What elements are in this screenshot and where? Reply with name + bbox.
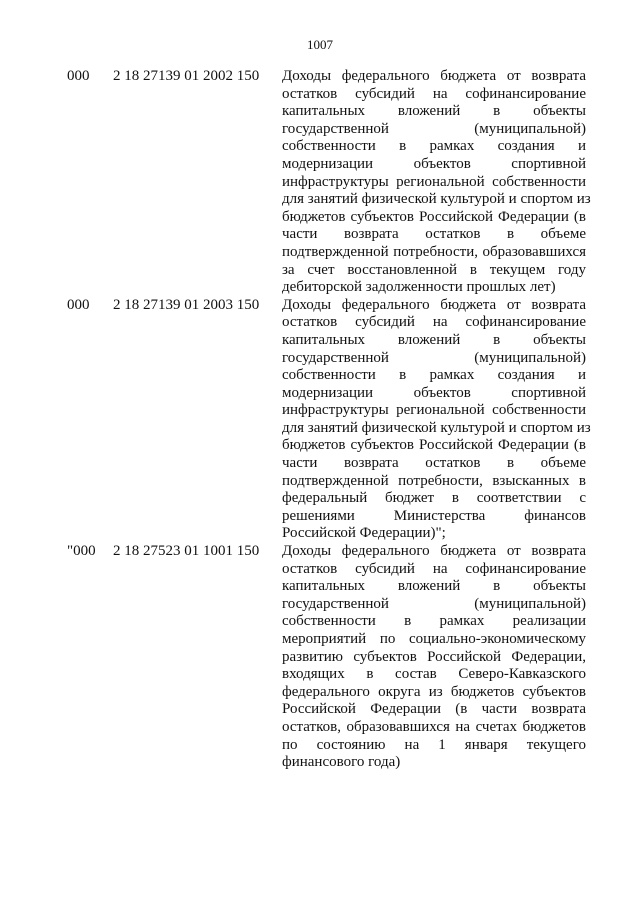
description-line: капитальных вложений в объекты: [282, 103, 586, 120]
description-line: дебиторской задолженности прошлых лет): [282, 279, 556, 296]
description-line: собственности в рамках создания и: [282, 367, 586, 384]
description-line: бюджетов субъектов Российской Федерации (в: [282, 208, 586, 225]
description-line: по состоянию на 1 января текущего: [282, 736, 586, 753]
description-line: Российской Федерации (в части возврата: [282, 701, 586, 718]
description-line: финансового года): [282, 754, 401, 771]
description-line: части возврата остатков в объеме: [282, 455, 586, 472]
description-line: собственности в рамках создания и: [282, 138, 586, 155]
description-line: остатков, образовавшихся на счетах бюджетов: [282, 718, 586, 735]
income-description: [282, 543, 586, 772]
description-line: государственной (муниципальной): [282, 349, 586, 366]
description-line: Доходы федерального бюджета от возврата: [282, 543, 586, 560]
description-line: Доходы федерального бюджета от возврата: [282, 68, 586, 84]
budget-classification-code: 2 18 27139 01 2003 150: [113, 296, 260, 313]
income-description: [282, 68, 591, 297]
description-line: развитию субъектов Российской Федерации,: [282, 648, 586, 665]
description-line: Доходы федерального бюджета от возврата: [282, 296, 586, 313]
page-number: 1007: [307, 37, 333, 52]
description-line: капитальных вложений в объекты: [282, 578, 586, 595]
budget-classification-code: 2 18 27139 01 2002 150: [113, 68, 260, 84]
description-line: инфраструктуры региональной собственности: [282, 402, 586, 419]
description-line: для занятий физической культурой и спортом из: [282, 191, 591, 208]
admin-code: 000: [67, 68, 90, 84]
description-line: государственной (муниципальной): [282, 120, 586, 137]
description-line: федерального округа из бюджетов субъектов: [282, 683, 586, 700]
income-description: [282, 296, 591, 543]
description-line: остатков субсидий на софинансирование: [282, 314, 586, 331]
description-line: капитальных вложений в объекты: [282, 331, 586, 348]
description-line: подтвержденной потребности, взысканных в: [282, 472, 586, 489]
description-line: модернизации объектов спортивной: [282, 155, 586, 172]
description-line: государственной (муниципальной): [282, 595, 586, 612]
table-row: [0, 543, 640, 772]
budget-classification-code: 2 18 27523 01 1001 150: [113, 543, 260, 560]
description-line: за счет восстановленной в текущем году: [282, 261, 586, 278]
description-line: решениями Министерства финансов: [282, 507, 586, 524]
description-line: подтвержденной потребности, образовавшихся: [282, 243, 586, 260]
description-line: Российской Федерации)";: [282, 525, 446, 542]
description-line: инфраструктуры региональной собственности: [282, 173, 586, 190]
description-line: для занятий физической культурой и спортом из: [282, 419, 591, 436]
description-line: входящих в состав Северо-Кавказского: [282, 666, 586, 683]
description-line: остатков субсидий на софинансирование: [282, 560, 586, 577]
description-line: части возврата остатков в объеме: [282, 226, 586, 243]
description-line: мероприятий по социально-экономическому: [282, 631, 586, 647]
description-line: остатков субсидий на софинансирование: [282, 85, 586, 102]
admin-code: 000: [67, 296, 90, 313]
table-row: [0, 297, 640, 543]
description-line: федеральный бюджет в соответствии с: [282, 490, 586, 507]
table-row: [0, 68, 640, 297]
description-line: модернизации объектов спортивной: [282, 384, 586, 401]
admin-code: "000: [67, 543, 96, 560]
budget-code-table: [0, 68, 640, 772]
description-line: бюджетов субъектов Российской Федерации (в: [282, 437, 586, 454]
description-line: собственности в рамках реализации: [282, 613, 586, 630]
